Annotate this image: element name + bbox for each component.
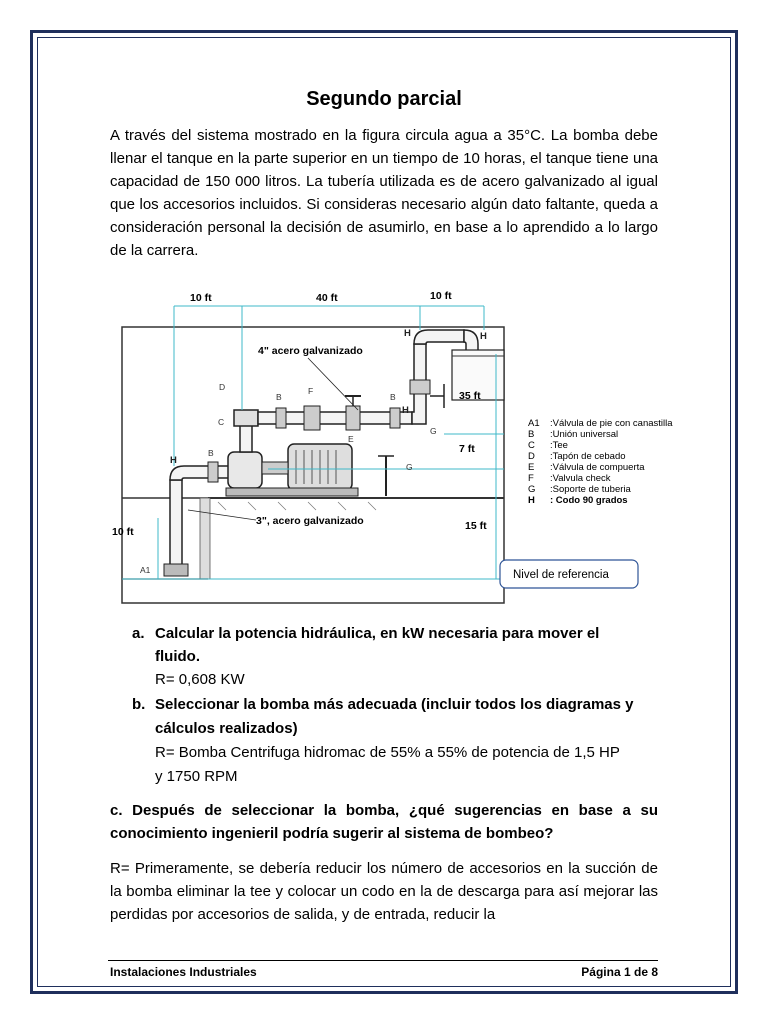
legend-text: :Valvula check [550, 473, 611, 484]
tee-fitting [234, 410, 258, 426]
legend-code: E [528, 462, 535, 473]
question-a-line2: fluido. [155, 648, 200, 665]
footer-divider [108, 960, 658, 961]
question-a-label: a. [132, 625, 145, 642]
pump-casing [228, 452, 262, 488]
dim-left-10ft: 10 ft [112, 526, 134, 538]
legend-text: :Unión universal [550, 429, 619, 440]
letter-h3: H [480, 331, 487, 342]
dim-15ft: 15 ft [465, 520, 487, 532]
answer-b-line2: y 1750 RPM [155, 768, 238, 785]
legend-code: G [528, 484, 536, 495]
pumping-system-diagram [108, 284, 712, 604]
legend-text: : Codo 90 grados [550, 495, 628, 506]
question-c: c. Después de seleccionar la bomba, ¿qué sugerencias en base a su conocimiento ingenieril podría sugerir al sistema de bombeo? [110, 802, 658, 842]
answer-b-line1: R= Bomba Centrifuga hidromac de 55% a 55% de potencia de 1,5 HP [155, 744, 620, 761]
letter-e: E [348, 434, 354, 444]
letter-b1: B [276, 392, 282, 402]
legend-text: :Válvula de compuerta [550, 462, 645, 473]
letter-c: C [218, 417, 225, 427]
intro-paragraph: A través del sistema mostrado en la figura circula agua a 35°C. La bomba debe llenar el tanque en la parte superior en un tiempo de 10 horas, el tanque tiene una capacidad de 150 000 litros. La tubería utilizada es de acero galvanizado al igual que los accesorios incluidos. Si consideras necesario algún dato faltante, queda a consideración personal la decisión de asumirlo, en base a lo aprendido a lo largo de la carrera. [110, 127, 658, 259]
check-valve [304, 406, 320, 430]
question-b-label: b. [132, 696, 146, 713]
letter-a1: A1 [140, 565, 151, 575]
legend-text: :Soporte de tuberia [550, 484, 631, 495]
dim-top-mid: 40 ft [316, 292, 338, 304]
page-title: Segundo parcial [306, 88, 462, 110]
legend-code: A1 [528, 418, 540, 429]
foot-valve [164, 564, 188, 576]
label-suction-pipe: 3", acero galvanizado [256, 515, 364, 527]
legend-text: :Tee [550, 440, 568, 451]
letter-b2: B [390, 392, 396, 402]
legend-code: F [528, 473, 534, 484]
question-b [110, 693, 658, 793]
letter-h1: H [170, 455, 177, 466]
sump-wall [200, 498, 210, 579]
suction-pipe [170, 480, 182, 572]
letter-g2: G [406, 462, 413, 472]
question-a [110, 622, 658, 692]
pump-base [226, 488, 358, 496]
dim-7ft: 7 ft [459, 443, 475, 455]
question-b-line2: cálculos realizados) [155, 720, 298, 737]
letter-g1: G [430, 426, 437, 436]
answer-c: R= Primeramente, se debería reducir los número de accesorios en la succión de la bomba eliminar la tee y colocar un codo en la de descarga para así mejorar las perdidas por accesorios de salida, y de entrada, reducir la [110, 860, 658, 923]
footer-page-number: Página 1 de 8 [581, 965, 658, 979]
dim-35ft: 35 ft [459, 390, 481, 402]
legend-code: D [528, 451, 535, 462]
letter-f: F [308, 386, 314, 396]
question-a-line1: Calcular la potencia hidráulica, en kW necesaria para mover el [155, 625, 600, 642]
reference-level-label: Nivel de referencia [513, 569, 609, 581]
answer-a: R= 0,608 KW [155, 671, 245, 688]
label-discharge-pipe: 4" acero galvanizado [258, 345, 363, 357]
legend [528, 418, 673, 506]
letter-b3: B [208, 448, 214, 458]
legend-code: H [528, 495, 535, 506]
letter-h4: H [402, 405, 409, 416]
footer-course: Instalaciones Industriales [110, 965, 257, 979]
letter-d: D [219, 382, 226, 392]
dim-top-left: 10 ft [190, 292, 212, 304]
dim-top-right: 10 ft [430, 290, 452, 302]
legend-code: C [528, 440, 535, 451]
legend-code: B [528, 429, 535, 440]
question-b-line1: Seleccionar la bomba más adecuada (incluir todos los diagramas y [155, 696, 634, 713]
legend-text: :Tapón de cebado [550, 451, 626, 462]
legend-text: :Válvula de pie con canastilla [550, 418, 673, 429]
letter-h2: H [404, 328, 411, 339]
